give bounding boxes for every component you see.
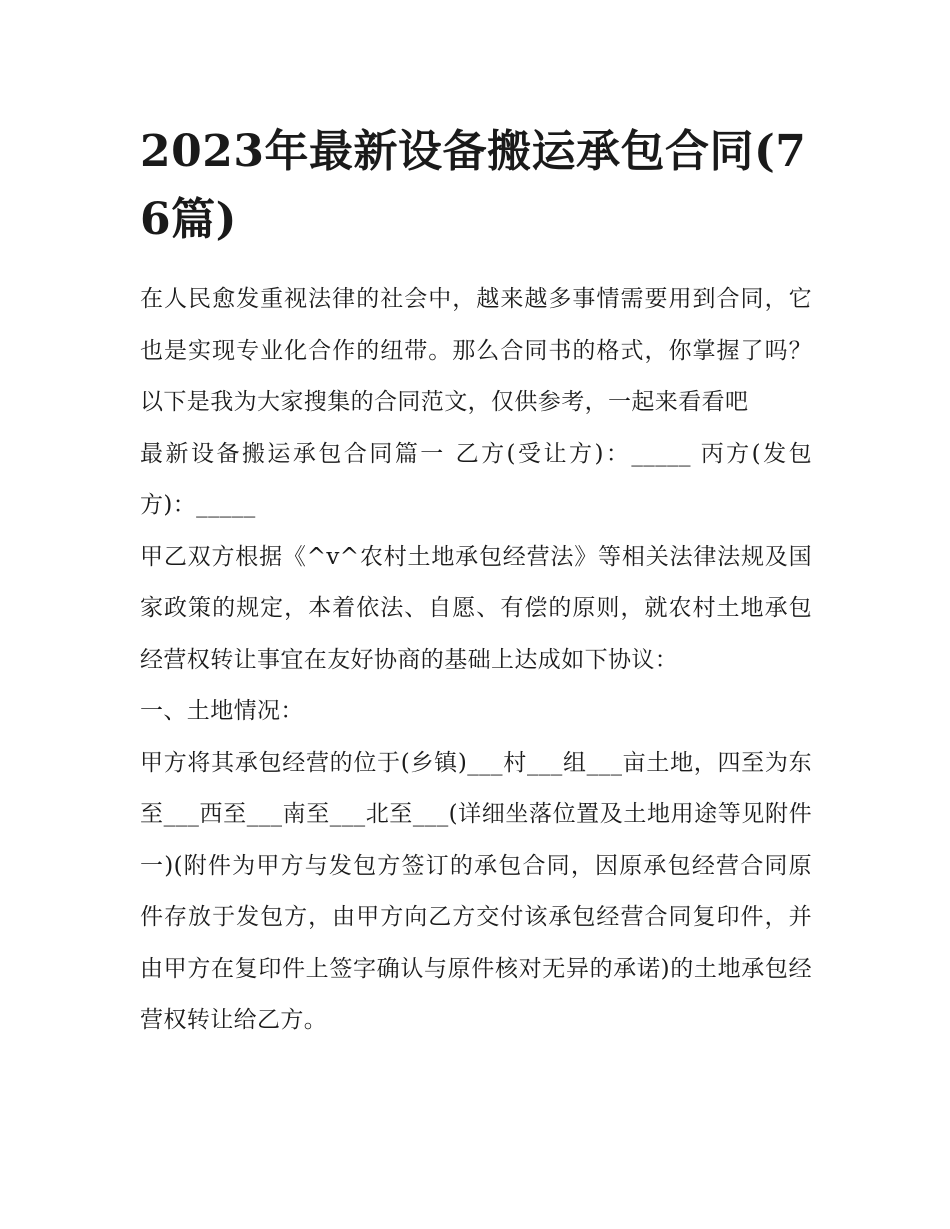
document-title: 2023年最新设备搬运承包合同(76篇) xyxy=(140,126,807,245)
land-details-paragraph: 甲方将其承包经营的位于(乡镇)___村___组___亩土地，四至为东至___西至___南至___北至___(详细坐落位置及土地用途等见附件一)(附件为甲方与发包方签订的承包合同，因原承包经营合同原件存放于发包方，由甲方向乙方交付该承包经营合同复印件，并由甲方在复印件上签字确认与原件核对无异的承诺)的土地承包经营权转让给乙方。 xyxy=(140,749,812,1033)
agreement-basis-paragraph: 甲乙双方根据《^v^农村土地承包经营法》等相关法律法规及国家政策的规定，本着依法、自愿、有偿的原则，就农村土地承包经营权转让事宜在友好协商的基础上达成如下协议： xyxy=(140,543,812,673)
document-page xyxy=(140,118,812,1047)
section-heading-land: 一、土地情况： xyxy=(140,698,304,724)
document-body xyxy=(140,274,812,1047)
intro-paragraph: 在人民愈发重视法律的社会中，越来越多事情需要用到合同，它也是实现专业化合作的纽带。那么合同书的格式，你掌握了吗？以下是我为大家搜集的合同范文，仅供参考，一起来看看吧 xyxy=(140,286,812,415)
contract-heading-paragraph: 最新设备搬运承包合同篇一 乙方(受让方)：_____ 丙方(发包方)：_____ xyxy=(140,440,812,518)
